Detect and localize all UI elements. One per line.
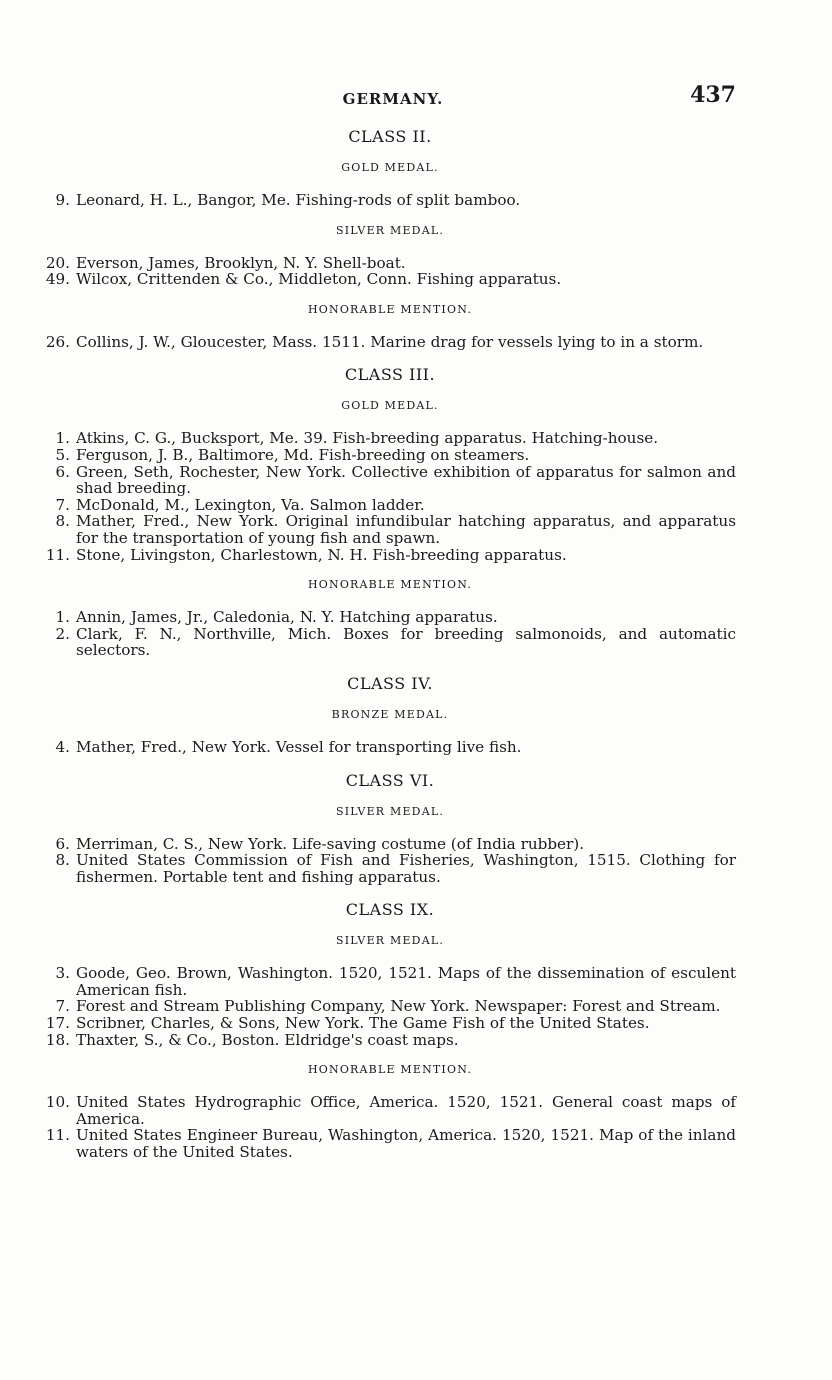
entry-number: 8. (55, 512, 70, 531)
entry-number: 49. (45, 270, 70, 289)
class-heading: CLASS IV. (347, 673, 433, 693)
award-entries (44, 609, 736, 659)
award-entry (44, 430, 736, 447)
page-header (0, 82, 832, 112)
class-heading: CLASS III. (344, 365, 436, 385)
entry-text: Collins, J. W., Gloucester, Mass. 1511. Marine drag for vessels lying to in a storm. (76, 332, 704, 351)
award-entry (44, 965, 736, 998)
medal-heading: GOLD MEDAL. (341, 161, 439, 174)
medal-heading: HONORABLE MENTION. (307, 302, 473, 316)
entry-number: 6. (55, 462, 70, 481)
entry-text: United States Engineer Bureau, Washington, America. 1520, 1521. Map of the inland waters of the United States. (76, 1126, 736, 1162)
award-entries (44, 255, 736, 288)
entry-number: 4. (55, 737, 70, 756)
entry-number: 2. (55, 624, 70, 643)
entry-text: United States Commission of Fish and Fisheries, Washington, 1515. Clothing for fishermen. Portable tent and fishing apparatus. (76, 851, 736, 886)
entry-number: 26. (45, 332, 70, 351)
entry-number: 5. (55, 445, 70, 464)
award-entry (44, 626, 736, 659)
award-list (44, 120, 736, 1175)
entry-text: Thaxter, S., & Co., Boston. Eldridge's coast maps. (76, 1030, 459, 1049)
award-entry (44, 547, 736, 564)
entry-number: 11. (45, 545, 70, 564)
award-entry (44, 255, 736, 272)
medal-heading: BRONZE MEDAL. (331, 707, 449, 721)
entry-number: 8. (55, 851, 70, 870)
award-entry (44, 852, 736, 885)
award-entry (44, 1094, 736, 1127)
award-entry (44, 998, 736, 1015)
entry-number: 1. (55, 608, 70, 627)
entry-text: Scribner, Charles, & Sons, New York. The Game Fish of the United States. (76, 1014, 650, 1033)
class-heading: CLASS IX. (345, 900, 435, 920)
award-entry (44, 1032, 736, 1049)
medal-heading: SILVER MEDAL. (335, 223, 445, 237)
entry-number: 1. (55, 429, 70, 448)
award-entries (44, 836, 736, 886)
medal-heading: SILVER MEDAL. (335, 934, 445, 948)
award-entries (44, 334, 736, 351)
entry-text: Clark, F. N., Northville, Mich. Boxes for breeding salmonoids, and automatic selectors. (76, 624, 736, 660)
award-entry (44, 739, 736, 756)
entry-number: 6. (55, 834, 70, 853)
class-heading: CLASS II. (348, 127, 432, 146)
medal-heading: HONORABLE MENTION. (307, 1063, 473, 1077)
entry-text: Stone, Livingston, Charlestown, N. H. Fish-breeding apparatus. (76, 545, 567, 564)
entry-text: Atkins, C. G., Bucksport, Me. 39. Fish-breeding apparatus. Hatching-house. (76, 429, 659, 448)
award-entries (44, 430, 736, 563)
entry-number: 3. (55, 964, 70, 983)
entry-text: Mather, Fred., New York. Original infundibular hatching apparatus, and apparatus for the transportation of young fish and spawn. (76, 512, 736, 547)
award-entry (44, 447, 736, 464)
entry-text: McDonald, M., Lexington, Va. Salmon ladder. (76, 495, 425, 514)
entry-text: Green, Seth, Rochester, New York. Collective exhibition of apparatus for salmon and shad breeding. (76, 462, 736, 498)
entry-text: Wilcox, Crittenden & Co., Middleton, Conn. Fishing apparatus. (76, 270, 562, 289)
award-entry (44, 1127, 736, 1160)
award-entry (44, 271, 736, 288)
award-entries (44, 192, 736, 209)
entry-text: Forest and Stream Publishing Company, New York. Newspaper: Forest and Stream. (76, 997, 721, 1016)
award-entry (44, 836, 736, 853)
entry-number: 20. (45, 253, 70, 272)
entry-text: United States Hydrographic Office, America. 1520, 1521. General coast maps of America. (76, 1093, 736, 1128)
award-entry (44, 497, 736, 514)
medal-heading: HONORABLE MENTION. (307, 578, 473, 592)
award-entry (44, 192, 736, 209)
page-number: 437 (690, 82, 736, 108)
entry-text: Annin, James, Jr., Caledonia, N. Y. Hatching apparatus. (76, 608, 498, 627)
entry-number: 11. (45, 1126, 70, 1145)
entry-number: 17. (45, 1014, 70, 1033)
entry-text: Leonard, H. L., Bangor, Me. Fishing-rods of split bamboo. (76, 191, 521, 209)
entry-text: Everson, James, Brooklyn, N. Y. Shell-boat. (76, 253, 406, 272)
award-entries (44, 1094, 736, 1160)
entry-text: Ferguson, J. B., Baltimore, Md. Fish-breeding on steamers. (76, 445, 530, 464)
entry-text: Mather, Fred., New York. Vessel for transporting live fish. (76, 737, 522, 756)
award-entry (44, 513, 736, 546)
award-entry (44, 609, 736, 626)
medal-heading: SILVER MEDAL. (335, 804, 445, 818)
entry-text: Goode, Geo. Brown, Washington. 1520, 1521. Maps of the dissemination of esculent American fish. (76, 964, 736, 999)
award-entry (44, 334, 736, 351)
entry-number: 10. (45, 1093, 70, 1112)
entry-text: Merriman, C. S., New York. Life-saving costume (of India rubber). (76, 834, 585, 853)
entry-number: 7. (55, 495, 70, 514)
medal-heading: GOLD MEDAL. (341, 399, 439, 413)
award-entries (44, 739, 736, 756)
entry-number: 9. (55, 191, 70, 209)
running-title: GERMANY. (342, 90, 444, 108)
class-heading: CLASS VI. (345, 770, 435, 790)
entry-number: 7. (55, 997, 70, 1016)
award-entries (44, 965, 736, 1048)
award-entry (44, 1015, 736, 1032)
entry-number: 18. (45, 1030, 70, 1049)
award-entry (44, 464, 736, 497)
